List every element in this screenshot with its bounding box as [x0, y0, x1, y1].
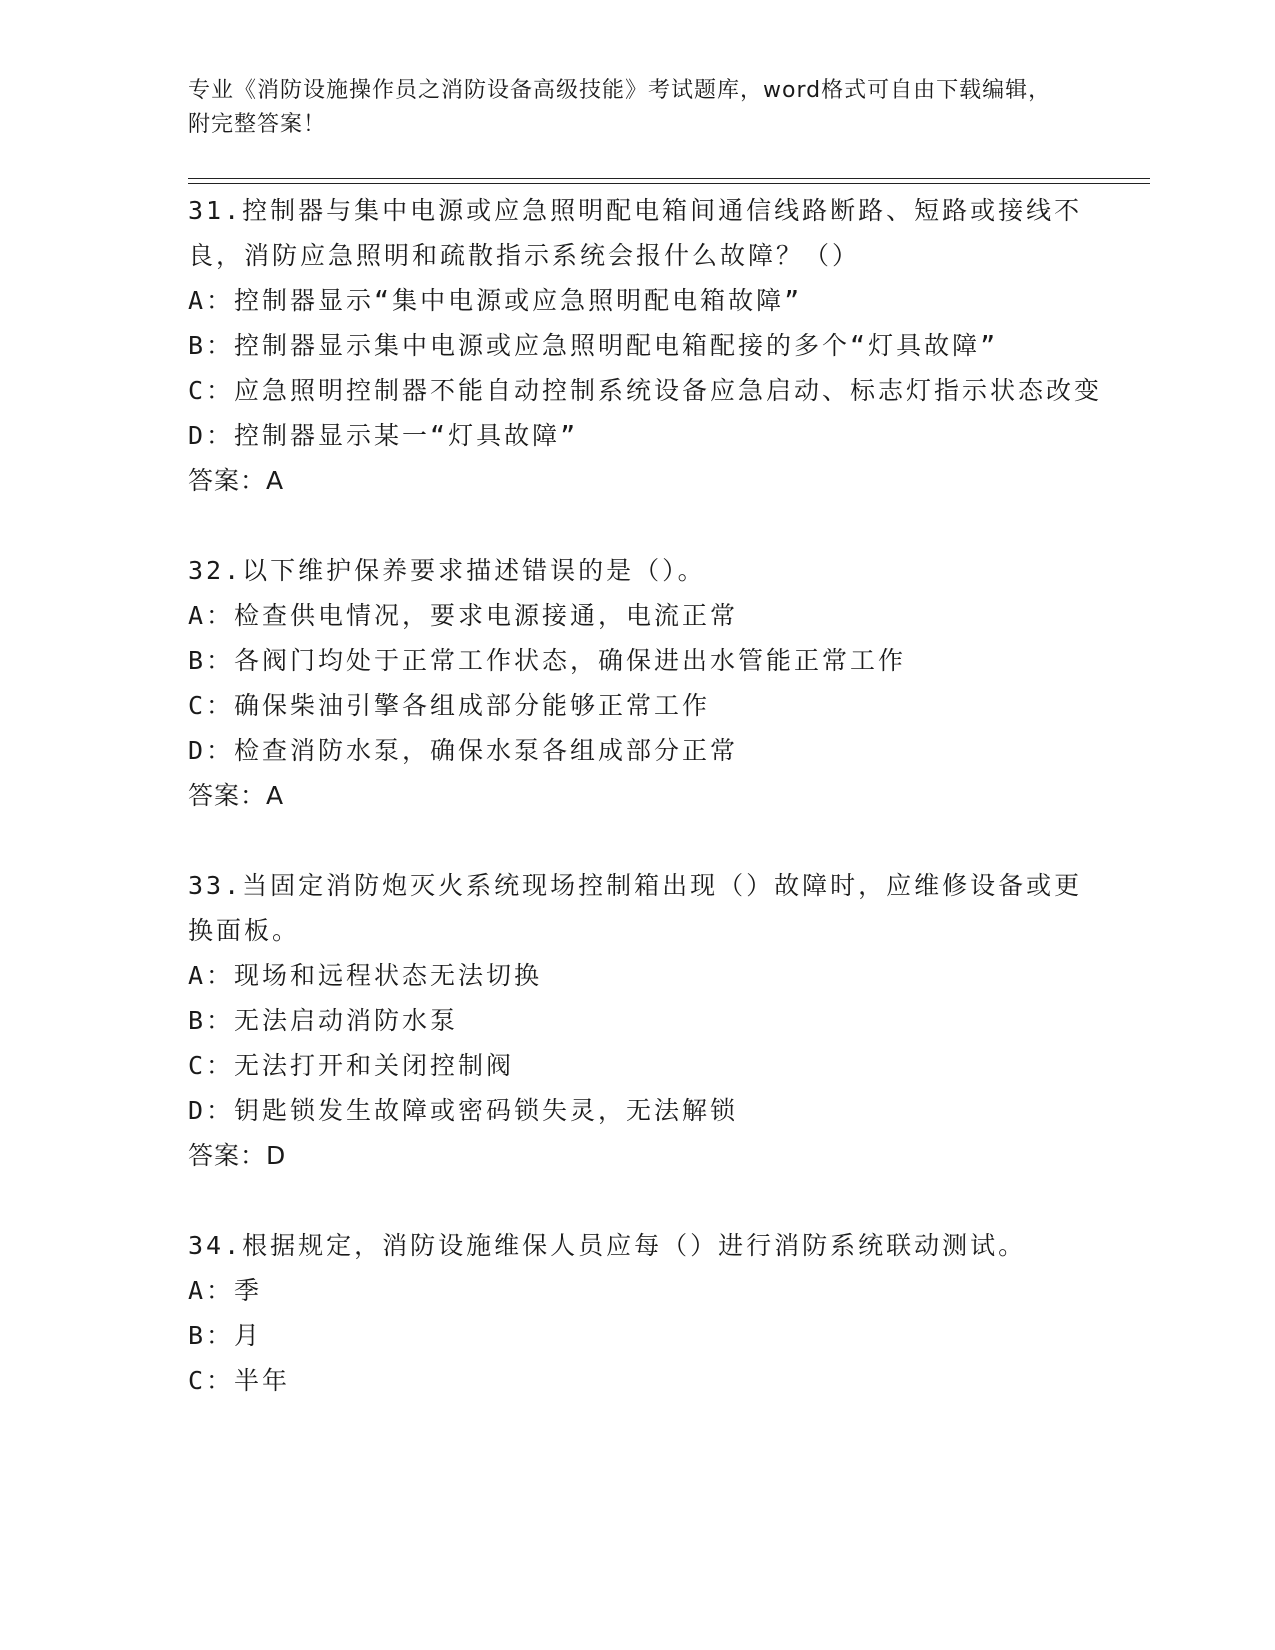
option-a: A：控制器显示“集中电源或应急照明配电箱故障” — [188, 286, 803, 315]
option-c: C：半年 — [188, 1366, 291, 1395]
answer-label: 答案：A — [188, 781, 285, 810]
option-c: C：确保柴油引擎各组成部分能够正常工作 — [188, 691, 711, 720]
option-b: B：各阀门均处于正常工作状态，确保进出水管能正常工作 — [188, 646, 907, 675]
question-32 — [188, 548, 1108, 818]
option-d: D：控制器显示某一“灯具故障” — [188, 421, 579, 450]
option-a: A：现场和远程状态无法切换 — [188, 961, 543, 990]
option-b: B：无法启动消防水泵 — [188, 1006, 459, 1035]
document-header: 专业《消防设施操作员之消防设备高级技能》考试题库，word格式可自由下载编辑，附完整答案！ — [188, 78, 1052, 137]
question-stem: 33.当固定消防炮灭火系统现场控制箱出现（）故障时，应维修设备或更换面板。 — [188, 871, 1083, 945]
header-divider-line — [188, 178, 1150, 179]
question-stem: 31.控制器与集中电源或应急照明配电箱间通信线路断路、短路或接线不良，消防应急照明和疏散指示系统会报什么故障？（） — [188, 196, 1083, 270]
answer-label: 答案：A — [188, 466, 285, 495]
option-d: D：钥匙锁发生故障或密码锁失灵，无法解锁 — [188, 1096, 739, 1125]
question-stem: 32.以下维护保养要求描述错误的是（）。 — [188, 556, 706, 585]
option-a: A：检查供电情况，要求电源接通，电流正常 — [188, 601, 739, 630]
option-c: C：应急照明控制器不能自动控制系统设备应急启动、标志灯指示状态改变 — [188, 376, 1103, 405]
option-b: B：月 — [188, 1321, 263, 1350]
question-list — [188, 188, 1108, 1403]
question-31 — [188, 188, 1108, 503]
question-stem: 34.根据规定，消防设施维保人员应每（）进行消防系统联动测试。 — [188, 1231, 1027, 1260]
header-divider-line-2 — [188, 183, 1150, 184]
option-c: C：无法打开和关闭控制阀 — [188, 1051, 515, 1080]
option-d: D：检查消防水泵，确保水泵各组成部分正常 — [188, 736, 739, 765]
question-33 — [188, 863, 1108, 1178]
question-34 — [188, 1223, 1108, 1403]
option-a: A：季 — [188, 1276, 263, 1305]
answer-label: 答案：D — [188, 1141, 287, 1170]
option-b: B：控制器显示集中电源或应急照明配电箱配接的多个“灯具故障” — [188, 331, 999, 360]
